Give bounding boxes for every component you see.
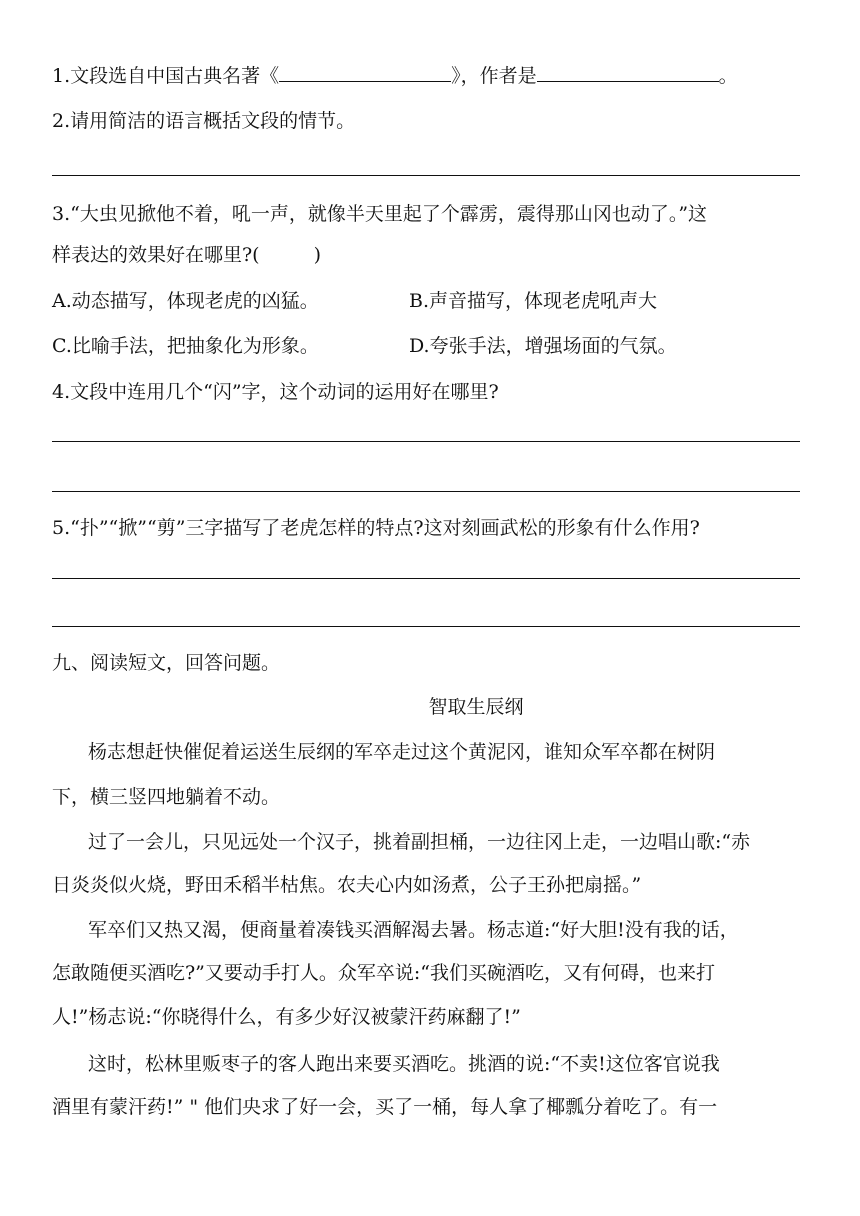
passage-line-3: 过了一会儿，只见远处一个汉子，挑着副担桶，一边往冈上走，一边唱山歌:“赤 [88,831,751,853]
question-3-line-1: 3.“大虫见掀他不着，吼一声，就像半天里起了个霹雳，震得那山冈也动了。”这 [52,203,708,225]
answer-line-q2[interactable] [52,175,800,176]
passage-line-6: 怎敢随便买酒吃?”又要动手打人。众军卒说:“我们买碗酒吃，又有何碍，也来打 [52,962,716,984]
question-2: 2.请用简洁的语言概括文段的情节。 [52,110,356,132]
question-1 [52,61,738,90]
question-3-line-2 [52,241,321,269]
passage-title: 智取生辰纲 [428,696,524,718]
question-1-prefix: 1.文段选自中国古典名著《 [52,65,280,87]
author-blank[interactable] [537,61,719,82]
question-4: 4.文段中连用几个“闪”字，这个动词的运用好在哪里? [52,381,499,403]
question-3-close-paren: ) [313,244,322,266]
option-d: D.夸张手法，增强场面的气氛。 [409,335,677,357]
option-b: B.声音描写，体现老虎吼声大 [409,290,658,312]
passage-line-8: 这时，松林里贩枣子的客人跑出来要买酒吃。挑酒的说:“不卖!这位客官说我 [88,1053,720,1075]
question-1-middle: 》，作者是 [451,65,537,87]
book-title-blank[interactable] [279,61,451,82]
passage-line-5: 军卒们又热又渴，便商量着凑钱买酒解渴去暑。杨志道:“好大胆!没有我的话， [88,919,739,941]
option-a: A.动态描写，体现老虎的凶猛。 [52,290,319,312]
passage-line-7: 人!”杨志说:“你晓得什么，有多少好汉被蒙汗药麻翻了!” [52,1006,521,1028]
passage-line-1: 杨志想赶快催促着运送生辰纲的军卒走过这个黄泥冈，谁知众军卒都在树阴 [88,741,716,763]
answer-line-q4-2[interactable] [52,491,800,492]
question-3-prompt: 样表达的效果好在哪里?( [52,244,260,266]
section-9-heading: 九、阅读短文，回答问题。 [52,652,281,674]
answer-line-q5-1[interactable] [52,578,800,579]
passage-line-9: 酒里有蒙汗药!” " 他们央求了好一会，买了一桶，每人拿了椰瓢分着吃了。有一 [52,1096,718,1118]
passage-line-4: 日炎炎似火烧，野田禾稻半枯焦。农夫心内如汤煮，公子王孙把扇摇。” [52,874,642,896]
answer-line-q5-2[interactable] [52,626,800,627]
passage-line-2: 下，横三竖四地躺着不动。 [52,786,281,808]
question-5: 5.“扑”“掀”“剪”三字描写了老虎怎样的特点?这对刻画武松的形象有什么作用? [52,517,700,539]
question-1-suffix: 。 [718,65,738,87]
option-c: C.比喻手法，把抽象化为形象。 [52,335,319,357]
answer-line-q4-1[interactable] [52,441,800,442]
